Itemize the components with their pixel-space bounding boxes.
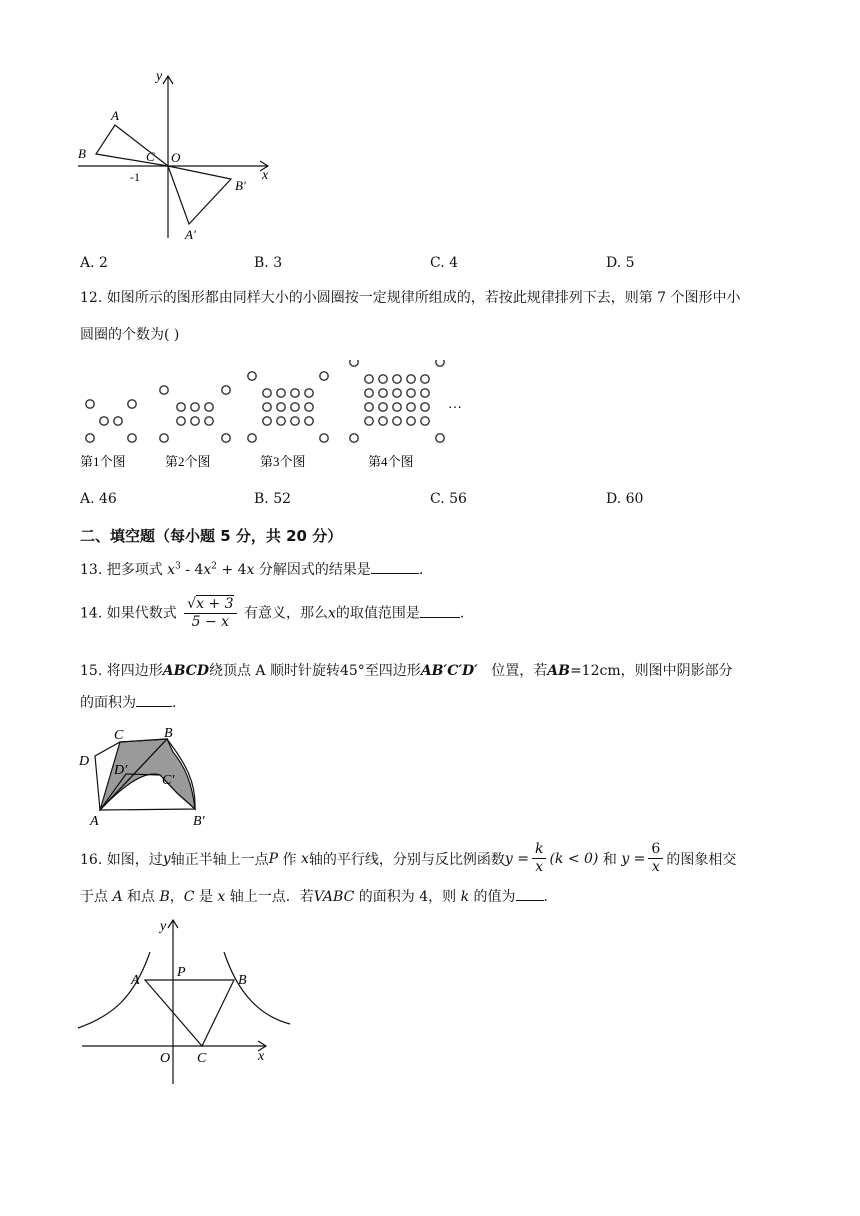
figure-label-4: 第4个图 (368, 454, 414, 469)
q16-text-line2: 于点 A 和点 B，C 是 x 轴上一点．若VABC 的面积为 4，则 k 的值为 . (80, 889, 548, 905)
ellipsis: ··· (448, 401, 462, 416)
label-o: O (171, 150, 181, 165)
small-circle (222, 434, 230, 442)
label-d: D (79, 754, 90, 769)
small-circle (320, 434, 328, 442)
figure-label-3: 第3个图 (260, 454, 306, 469)
small-circle (421, 417, 429, 425)
small-circle (222, 386, 230, 394)
label-d2: D′ (114, 763, 128, 778)
small-circle (86, 434, 94, 442)
small-circle (350, 434, 358, 442)
small-circle (128, 434, 136, 442)
q11-option-b: B. 3 (254, 255, 283, 271)
small-circle (277, 403, 285, 411)
label-p: P (177, 965, 186, 980)
q13-text: 13. 把多项式 $x^3 - 4x^2 + 4x$ 分解因式的结果是 . (80, 561, 424, 578)
q16-fraction-2: $\frac{6}{x}$ (648, 841, 663, 876)
label-x: x (258, 1049, 265, 1064)
small-circle (379, 417, 387, 425)
small-circle (277, 389, 285, 397)
small-circle (191, 403, 199, 411)
small-circle (205, 403, 213, 411)
small-circle (263, 417, 271, 425)
small-circle (407, 389, 415, 397)
small-circle (365, 417, 373, 425)
small-circle (393, 375, 401, 383)
q16-fraction-1: $\frac{k}{x}$ (532, 841, 546, 876)
small-circle (160, 434, 168, 442)
label-c: C (114, 728, 124, 743)
q14-fraction: $\frac{√x + 3}{5 - x}$ (184, 596, 236, 631)
small-circle (379, 389, 387, 397)
q16-figure (76, 912, 294, 1090)
label-b: B (238, 973, 247, 988)
small-circle (100, 417, 108, 425)
q12-option-d: D. 60 (606, 491, 644, 507)
q16-text-line1: 16. 如图，过 y 轴正半轴上一点 P 作 x 轴的平行线，分别与反比例函数 y = $\frac{k}{x}$ (k < 0) 和 y = $\frac{6}{x}$ 的图象相交 (80, 841, 737, 875)
small-circle (320, 372, 328, 380)
small-circle (305, 389, 313, 397)
small-circle (160, 386, 168, 394)
small-circle (365, 403, 373, 411)
q15-text-line1: 15. 将四边形ABCD绕顶点 A 顺时针旋转45°至四边形AB′C′D′ 位置，若AB=12cm，则图中阴影部分 (80, 663, 733, 679)
label-b2: B′ (235, 178, 246, 193)
small-circle (114, 417, 122, 425)
triangle-a2b2c (168, 166, 231, 224)
label-c: C (146, 149, 155, 164)
q14-answer-blank (420, 617, 460, 618)
label-a: A (90, 814, 99, 829)
label-x: x (262, 168, 269, 183)
q11-option-a: A. 2 (80, 255, 108, 271)
small-circle (263, 389, 271, 397)
small-circle (436, 360, 444, 366)
small-circle (291, 417, 299, 425)
label-y: y (160, 919, 167, 934)
small-circle (177, 417, 185, 425)
q12-option-c: C. 56 (430, 491, 467, 507)
small-circle (191, 417, 199, 425)
section-title: 二、填空题（每小题 5 分，共 20 分） (80, 527, 343, 545)
q12-option-a: A. 46 (80, 491, 117, 507)
small-circle (407, 417, 415, 425)
triangle-abc (96, 125, 168, 166)
q12-text-line1: 12. 如图所示的图形都由同样大小的小圆圈按一定规律所组成的，若按此规律排列下去，则第 7 个图形中小 (80, 290, 741, 306)
small-circle (393, 403, 401, 411)
q12-text-line2: 圆圈的个数为( ) (80, 327, 180, 343)
q11-option-d: D. 5 (606, 255, 635, 271)
q15-text-line2: 的面积为 . (80, 695, 177, 711)
q14-text: 14. 如果代数式 $\frac{√x + 3}{5 - x}$ 有意义，那么x的取值范围是 . (80, 596, 465, 630)
q12-option-b: B. 52 (254, 491, 292, 507)
small-circle (350, 360, 358, 366)
small-circle (436, 434, 444, 442)
small-circle (277, 417, 285, 425)
q11-figure (72, 66, 282, 246)
q12-figure (76, 360, 476, 475)
label-a2: A′ (185, 227, 196, 242)
label-b: B (164, 726, 173, 741)
label-c: C (197, 1051, 207, 1066)
label-a: A (111, 108, 119, 123)
label-tick: -1 (130, 170, 140, 184)
small-circle (305, 417, 313, 425)
figure-label-2: 第2个图 (165, 454, 211, 469)
small-circle (291, 403, 299, 411)
small-circle (393, 389, 401, 397)
small-circle (205, 417, 213, 425)
small-circle (379, 375, 387, 383)
small-circle (248, 434, 256, 442)
small-circle (421, 403, 429, 411)
q13-answer-blank (371, 573, 419, 574)
small-circle (305, 403, 313, 411)
figure-label-1: 第1个图 (80, 454, 126, 469)
curve-left (78, 952, 150, 1028)
small-circle (379, 403, 387, 411)
curve-right (224, 952, 290, 1024)
small-circle (248, 372, 256, 380)
triangle-abc (145, 980, 234, 1046)
q11-option-c: C. 4 (430, 255, 459, 271)
small-circle (393, 417, 401, 425)
label-c2: C′ (162, 773, 175, 788)
small-circle (365, 375, 373, 383)
small-circle (263, 403, 271, 411)
label-b2: B′ (193, 814, 205, 829)
small-circle (128, 400, 136, 408)
label-b: B (78, 146, 86, 161)
label-o: O (160, 1051, 171, 1066)
q16-answer-blank (516, 900, 544, 901)
small-circle (421, 389, 429, 397)
q15-figure (76, 722, 226, 830)
small-circle (407, 403, 415, 411)
small-circle (365, 389, 373, 397)
small-circle (407, 375, 415, 383)
q15-answer-blank (136, 706, 172, 707)
small-circle (291, 389, 299, 397)
label-y: y (156, 69, 163, 84)
small-circle (177, 403, 185, 411)
label-a: A (131, 973, 140, 988)
small-circle (86, 400, 94, 408)
small-circle (421, 375, 429, 383)
